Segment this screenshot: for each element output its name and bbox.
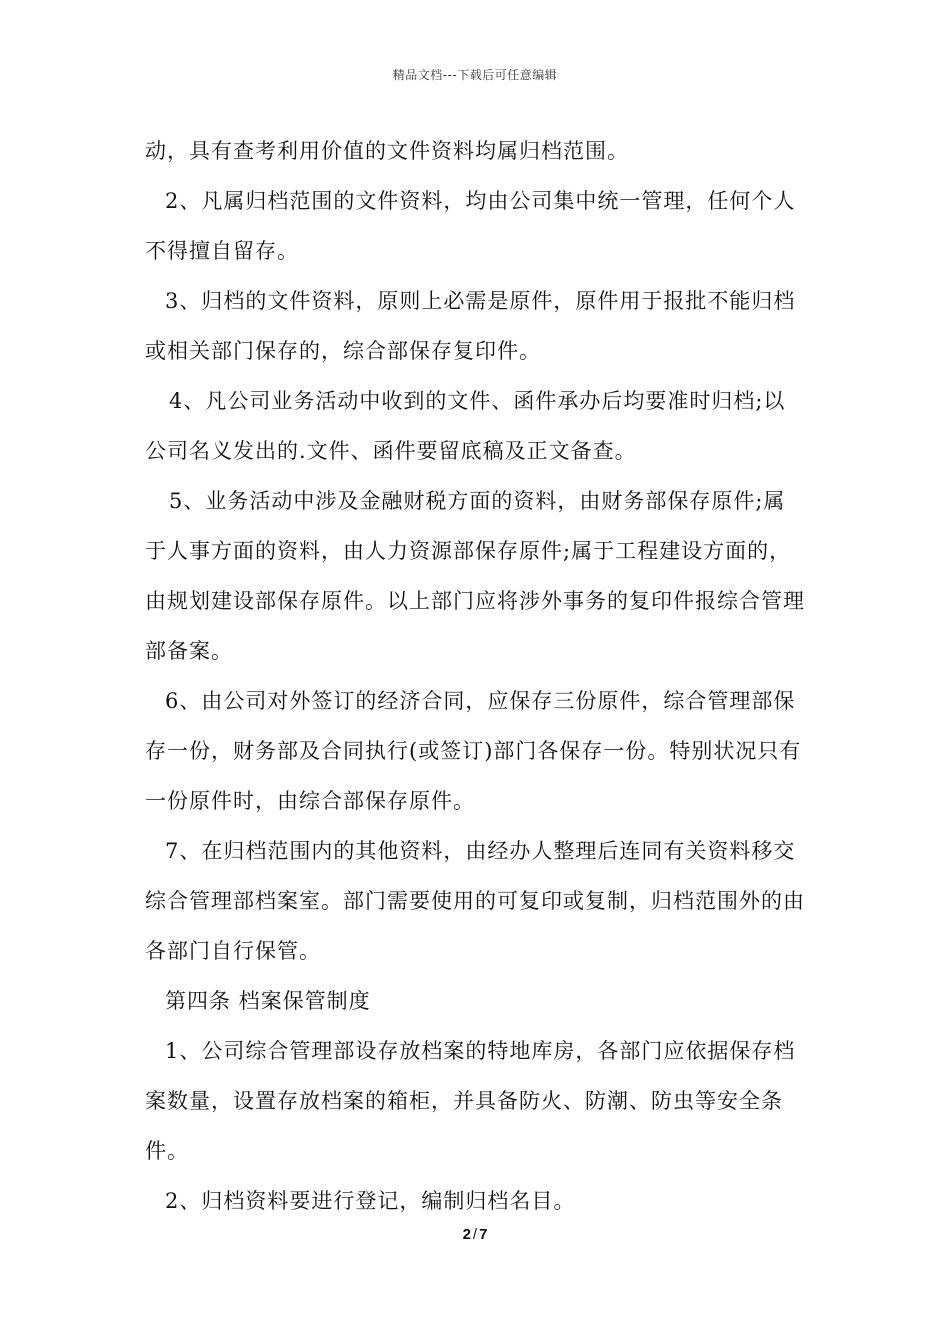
paragraph-3: 3、归档的文件资料，原则上必需是原件，原件用于报批不能归档或相关部门保存的，综合部保存复印件。 <box>145 289 796 363</box>
paragraph-2: 2、凡属归档范围的文件资料，均由公司集中统一管理，任何个人不得擅自留存。 <box>145 189 796 263</box>
section-heading: 第四条 档案保管制度 <box>165 989 371 1013</box>
paragraph-7: 7、在归档范围内的其他资料，由经办人整理后连同有关资料移交综合管理部档案室。部门需要使用的可复印或复制，归档范围外的由各部门自行保管。 <box>145 839 805 963</box>
page-current: 2 <box>462 1226 471 1243</box>
page-header: 精品文档---下载后可任意编辑 <box>392 68 558 82</box>
paragraph-4: 4、凡公司业务活动中收到的文件、函件承办后均要准时归档;以公司名义发出的.文件、函件要留底稿及正文备查。 <box>145 389 786 463</box>
page-number <box>0 1226 950 1243</box>
paragraph-8: 1、公司综合管理部设存放档案的特地库房，各部门应依据保存档案数量，设置存放档案的箱柜，并具备防火、防潮、防虫等安全条件。 <box>145 1039 796 1163</box>
page-separator: / <box>472 1226 478 1243</box>
paragraph-1: 动，具有查考利用价值的文件资料均属归档范围。 <box>145 139 629 163</box>
paragraph-5: 5、业务活动中涉及金融财税方面的资料，由财务部保存原件;属于人事方面的资料，由人力资源部保存原件;属于工程建设方面的，由规划建设部保存原件。以上部门应将涉外事务的复印件报综合管理部备案。 <box>145 489 805 663</box>
document-body <box>145 126 807 1226</box>
page-total: 7 <box>479 1226 488 1243</box>
paragraph-9: 2、归档资料要进行登记，编制归档名目。 <box>165 1189 576 1213</box>
paragraph-6: 6、由公司对外签订的经济合同，应保存三份原件，综合管理部保存一份，财务部及合同执行(或签订)部门各保存一份。特别状况只有一份原件时，由综合部保存原件。 <box>145 689 802 813</box>
